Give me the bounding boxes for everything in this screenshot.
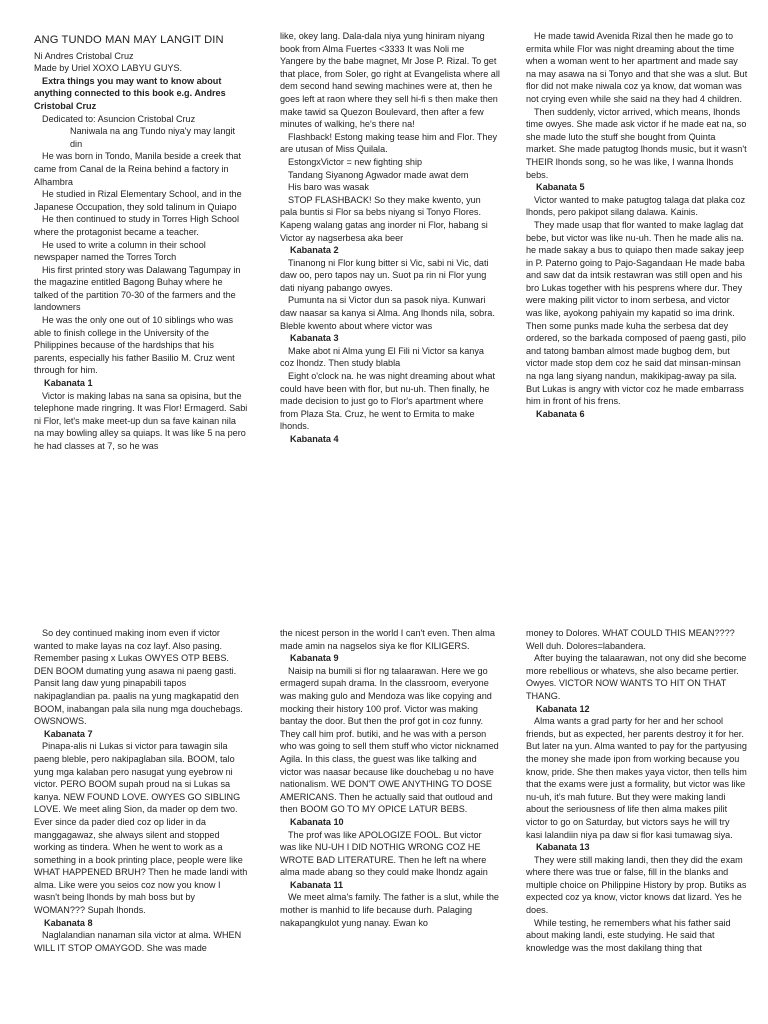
bottom-page-section [0,627,768,1024]
paragraph-continued: like, okey lang. Dala-dala niya yung hiniram niyang book from Alma Fuertes <3333 It was Noli me Yangere by the babe magnet, Mr Jose P. Rizal. To get that place, from Soler, go right at Evangelista where all dem second hand sewing machines were at, then he goes left at raon where they sell hi-fi s then make then make tawid sa Quezon Boulevard, then after a few minutes of walking, he's there na! [280,31,500,130]
paragraph: Flashback! Estong making tease him and Flor. They are utusan of Miss Quilala. [280,131,498,155]
paragraph: They were still making landi, then they did the exam where there was true or false, fill in the blanks and multiple choice on Philippine History by prop. Butiks as expected coz ya know, victor knows dat lizard. Yes he does. [526,854,747,916]
paragraph: Make abot ni Alma yung El Fili ni Victor sa kanya coz lhondz. Then study blabla [280,345,484,369]
paragraph: Eight o'clock na. he was night dreaming about what could have been with flor, but nu-uh. Then finally, he made decision to just go to Flor's apartment where from Plaza Sta. Cruz, he went to Ermita to make lhonds. [280,371,495,432]
paragraph: Tandang Siyanong Agwador made awat dem [288,169,469,180]
paragraph: He was born in Tondo, Manila beside a creek that came from Canal de la Reina behind a factory in Alhambra [34,151,242,187]
top-page-section [0,30,768,550]
paragraph: Pinapa-alis ni Lukas si victor para tawagin sila paeng bleble, pero nakipaglaban sila. BOOM, talo yung mga kalaban pero nasugat yung eyebrow ni victor. PERO BOOM supah proud na si Lukas sa kanya. NEW FOUND LOVE. OWYES GO SIBLING LOVE. We meet aling Sion, da mader op dem two. Ever since da pader died coz op lider in da manggagawaz, she always silent and stopped working as tindera. When he went to work as a something in a book printing place, people were like WHAT HAPPENED BRUH? Then he made landi with alma. Like were you seios coz now you know I wasn't being lhonds by mah boss but by WOMAN??? Supah lhonds. [34,741,248,916]
paragraph: While testing, he remembers what his father said about making landi, este studying. He said that knowledge was the most dakilang thing that [526,917,731,953]
paragraph: He made tawid Avenida Rizal then he made go to ermita while Flor was night dreaming about the time when a woman went to her apartment and made say na may asawa na si Tonyo and that she was a slut. But flor did not make niwala coz ya know, dat woman was not crying even while she said na they had 4 children. [526,31,748,104]
paragraph: Naglalandian nanaman sila victor at alma. WHEN WILL IT STOP OMAYGOD. She was made [34,930,242,953]
paragraph: His first printed story was Dalawang Tagumpay in the magazine entitled Bagong Buhay where he talked of the partition 70-30 of the farmers and the landowners [34,264,241,313]
paragraph: He used to write a column in their school newspaper named the Torres Torch [34,239,206,263]
chapter-heading: Kabanata 12 [536,703,590,714]
chapter-heading: Kabanata 10 [290,816,344,827]
text-column-5 [256,627,512,1024]
chapter-heading: Kabanata 13 [536,842,590,853]
chapter-heading: Kabanata 11 [290,879,344,890]
chapter-heading: Kabanata 3 [290,333,339,344]
paragraph: His baro was wasak [288,182,369,193]
paragraph: STOP FLASHBACK! So they make kwento, yun pala buntis si Flor sa bebs niyang si Tonyo Flores. Kapeng walang gatas ang inorder ni Flor, habang si Victor ay nagserbesa aka beer [280,194,488,243]
chapter-heading: Kabanata 8 [44,917,93,928]
text-column-4 [0,627,256,1024]
text-column-3 [512,30,768,550]
chapter-heading: Kabanata 1 [44,378,93,389]
chapter-heading: Kabanata 7 [44,728,93,739]
paragraph: So dey continued making inom even if victor wanted to make layas na coz layf. Also pasing. Remember pasing x Lukas OWYES OTP BEBS. DEN BOOM dumating yung asawa ni paeng gasti. Pansit lang daw yung pinapabili tapos nakipaglandian pa. paalis na yung magkapatid den BOOM, inabangan pala sila nung mga douchebags. OWSNOWS. [34,628,243,727]
paragraph: Pumunta na si Victor dun sa pasok niya. Kunwari daw naasar sa kanya si Alma. Ang lhonds nila, sobra. Bleble kwento about where victor was [280,295,495,331]
text-column-2 [256,30,512,550]
text-column-1 [0,30,256,550]
chapter-heading: Kabanata 5 [536,182,585,193]
byline: Ni Andres Cristobal Cruz [34,50,134,61]
document-title: ANG TUNDO MAN MAY LANGIT DIN [34,34,224,46]
paragraph: EstongxVictor = new fighting ship [288,156,423,167]
paragraph-continued: the nicest person in the world I can't even. Then alma made amin na nagselos siya ke flor KILIGERS. [280,628,495,651]
paragraph: Tinanong ni Flor kung bitter si Vic, sabi ni Vic, dati daw oo, pero tapos nay un. Suot pa rin ni Flor yung dati niyang pabango owyes. [280,257,489,293]
chapter-heading: Kabanata 6 [536,408,585,419]
paragraph: Victor is making labas na sana sa opisina, but the telephone made ringring. It was Flor! Ermagerd. Sabi ni Flor, let's make meet-up dun sa fave kainan nila na may bowling alley sa quiaps. It was like 5 na pero he had classes at 7, so he was [34,390,248,451]
paragraph: Victor wanted to make patugtog talaga dat plaka coz lhonds, pero pakipot silang dalawa. Kainis. [526,194,746,218]
paragraph: The prof was like APOLOGIZE FOOL. But victor was like NU-UH I DID NOTHIG WRONG COZ HE WROTE BAD LITERATURE. Then he left na where alma made abang so they could make lhondz again [280,829,488,878]
paragraph: He was the only one out of 10 siblings who was able to finish college in the University of the Philippines because of the hardships that his parents, especially his father Basilio M. Cruz went through for him. [34,315,235,376]
byline: Made by Uriel XOXO LABYU GUYS. [34,63,183,74]
paragraph: Then suddenly, victor arrived, which means, lhonds time owyes. She made ask victor if he made eat na, so she made luto the stuff she bought from Quinta market. She made patugtog lhonds music, but it wasn't THEIR lhonds song, so he was like, I wanna lhonds bebs. [526,106,747,180]
paragraph: Dedicated to: Asuncion Cristobal Cruz [42,113,196,124]
paragraph: We meet alma's family. The father is a slut, while the mother is manhid to life because durh. Palaging nakapangkulot yung nanay. Ewan ko [280,892,499,928]
paragraph: They made usap that flor wanted to make laglag dat bebe, but victor was like nu-uh. Then he made alis na. he made sakay a bus to quiapo then made sakay jeep in P. Paterno going to Pajo-Sagandaan He made baba and saw dat da intsik restawran was still open and his bro Lukas together with his pesprens where dur. They were making pilit victor to inom serbesa, and victor was like, ayokong pahiyain my kapatid so ima drink. Then some punks made kuha the serbesa dat dey ordered, so the barkada composed of paeng gasti, pilo and tatong bamban almost made bugbog dem, but victor made stop dem coz he said dat minsan-minsan na nga lang siyang nandun, makikipag-away pa sila. But Lukas is angry with victor coz he made embarrass him in front of his frens. [526,219,746,407]
paragraph: He studied in Rizal Elementary School, and in the Japanese Occupation, they sold talinum in Quiapo [34,189,242,212]
chapter-heading: Kabanata 9 [290,653,339,664]
paragraph-continued: money to Dolores. WHAT COULD THIS MEAN???? Well duh. Dolores=labandera. [526,628,735,651]
dedication-quote: Naniwala na ang Tundo niya'y may langit din [70,126,236,149]
chapter-heading: Kabanata 4 [290,434,339,444]
text-column-6 [512,627,768,1024]
chapter-heading: Kabanata 2 [290,245,339,256]
bold-paragraph: Extra things you may want to know about anything connected to this book e.g. Andres Cristobal Cruz [34,75,226,111]
paragraph: Naisip na bumili si flor ng talaarawan. Here we go ermagerd supah drama. In the classroom, everyone was making gulo and Mendoza was like copying and mocking their history 100 prof. Victor was making bantay the door. But then the prof got in coz funny. They call him prof. butiki, and he was with a person who was going to sell them stuff who victor nicknamed Agila. In this class, the guest was like talking and victor was naasar because like douchebag u no have nationalism. WE DON'T OWE ANYTHING TO DOSE AMERICANS. Then he actually said that outloud and then BOOM GO TO MY OPICE LATUR BEBS. [280,665,499,815]
paragraph: After buying the talaarawan, not ony did she become more rebellious or whatevs, she also became pertier. Owyes. VICTOR NOW WANTS TO HIT ON THAT THANG. [526,653,747,701]
paragraph: Alma wants a grad party for her and her school friends, but as expected, her parents destroy it for her. But later na yun. Alma wanted to pay for the partyusing the money she made ipon from working because you know, pride. She then makes yaya victor, then tells him that the exams were just a formality, but victor was like nu-uh, it's mah future. But they were making landi about the seriousness of life then alma makes pilit victor to go on Saturday, but victors says he will try kasi lalandiin niya pa daw si flor kasi tumawag siya. [526,716,747,840]
paragraph: He then continued to study in Torres High School where the protagonist became a teacher. [34,214,239,237]
